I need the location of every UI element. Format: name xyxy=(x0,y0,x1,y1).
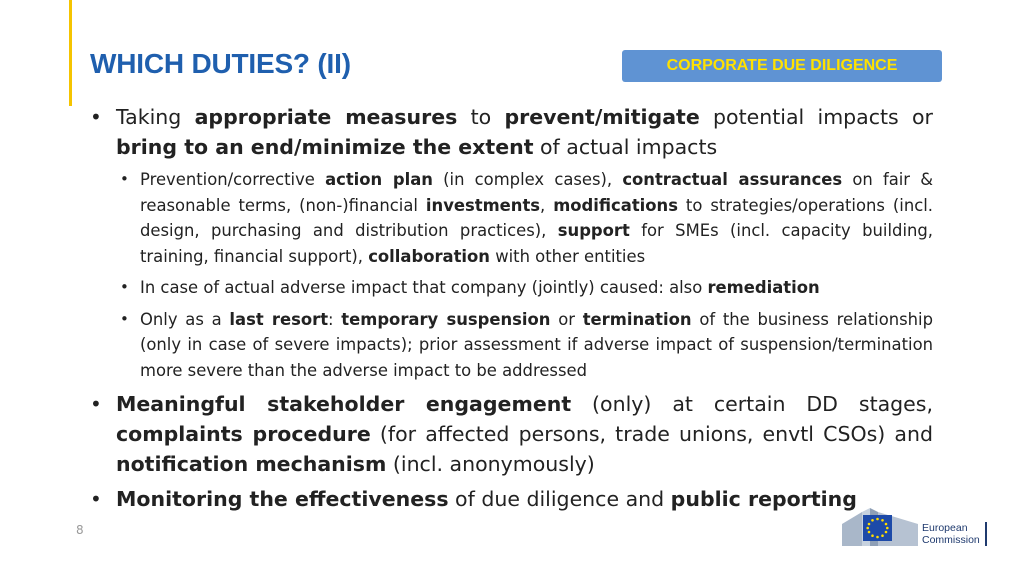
text: Prevention/corrective xyxy=(140,170,326,189)
bold-text: public reporting xyxy=(670,487,857,511)
text: potential impacts or xyxy=(699,105,933,129)
text: of the business relationship (only in case of severe impacts); prior assessment if adverse impact of suspension/termination more severe than the adverse impact to be addressed xyxy=(140,309,933,380)
accent-bar xyxy=(69,0,72,106)
bold-text: action plan xyxy=(325,170,433,189)
sub-bullet-last-resort xyxy=(116,307,933,384)
text: Only as a xyxy=(140,309,230,329)
text: for SMEs (incl. capacity building, training, financial support), xyxy=(140,221,934,266)
text: or xyxy=(550,309,583,329)
text: (incl. anonymously) xyxy=(386,452,595,476)
bold-text: remediation xyxy=(707,278,820,297)
logo-line: Commission xyxy=(922,534,980,546)
text: , xyxy=(540,195,554,215)
text: (in complex cases), xyxy=(432,170,623,189)
bold-text: last resort xyxy=(229,309,329,329)
bullet-monitoring xyxy=(88,484,933,514)
bullet-measures xyxy=(88,102,933,383)
logo-divider xyxy=(985,522,987,546)
sub-bullet-list xyxy=(116,167,933,383)
text: with other entities xyxy=(489,246,646,266)
bullet-stakeholder-engagement xyxy=(88,389,933,479)
bold-text: complaints procedure xyxy=(116,422,371,446)
bold-text: appropriate measures xyxy=(194,105,458,129)
sub-bullet-prevention xyxy=(116,167,933,269)
bold-text: investments xyxy=(425,195,541,215)
text: (for affected persons, trade unions, envtl CSOs) and xyxy=(370,422,933,446)
text: Taking xyxy=(116,105,195,129)
text: In case of actual adverse impact that company (jointly) caused: also xyxy=(140,278,708,297)
topic-badge: CORPORATE DUE DILIGENCE xyxy=(622,50,942,82)
bold-text: support xyxy=(557,221,630,240)
bold-text: Monitoring the effectiveness xyxy=(116,487,449,511)
text: (only) at certain DD stages, xyxy=(571,392,933,416)
bold-text: modifications xyxy=(553,195,678,215)
page-number: 8 xyxy=(76,523,84,537)
bold-text: prevent/mitigate xyxy=(504,105,700,129)
bold-text: notification mechanism xyxy=(116,452,387,476)
sub-bullet-remediation xyxy=(116,275,933,301)
bold-text: Meaningful stakeholder engagement xyxy=(116,392,572,416)
logo-text xyxy=(922,522,980,546)
bold-text: temporary suspension xyxy=(341,309,551,329)
bold-text: bring to an end/minimize the extent xyxy=(116,135,534,159)
slide-body xyxy=(88,102,933,519)
bold-text: termination xyxy=(582,309,692,329)
text: to strategies/operations (incl. design, purchasing and distribution practices), xyxy=(140,195,934,240)
bold-text: contractual assurances xyxy=(622,170,843,189)
text: of due diligence and xyxy=(448,487,671,511)
text: on fair & reasonable terms, (non-)financial xyxy=(140,170,934,215)
bullet-list xyxy=(88,102,933,514)
slide-title: WHICH DUTIES? (II) xyxy=(90,48,351,79)
logo-line: European xyxy=(922,522,968,534)
text: : xyxy=(328,309,342,329)
text: of actual impacts xyxy=(533,135,718,159)
text: to xyxy=(457,105,505,129)
bold-text: collaboration xyxy=(368,246,490,266)
